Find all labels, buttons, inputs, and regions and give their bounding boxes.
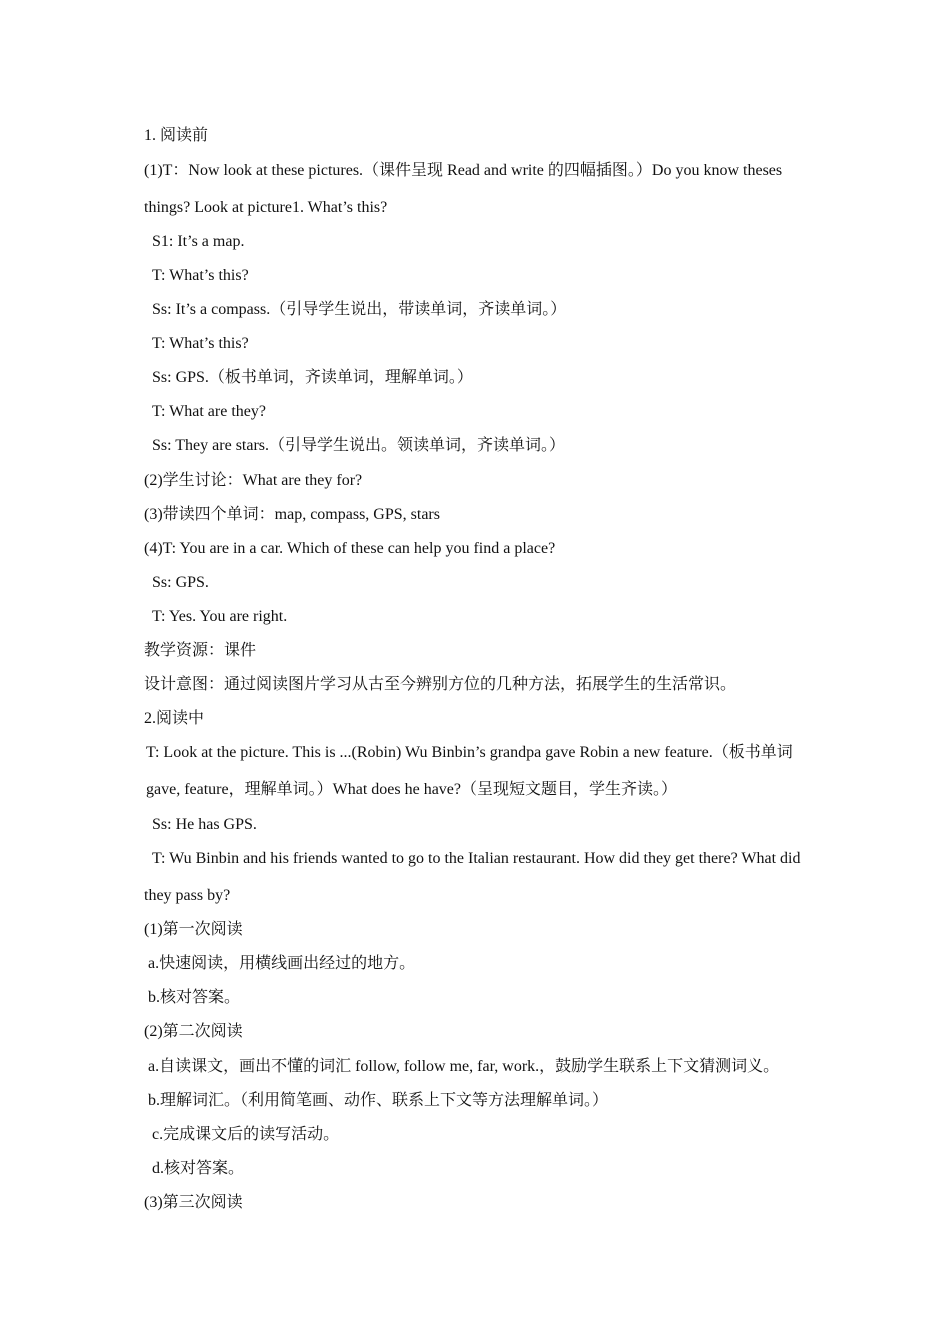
reading-substep: b.理解词汇。（利用简笔画、动作、联系上下文等方法理解单词。）: [148, 1092, 609, 1109]
section-heading-before-reading: 1. 阅读前: [144, 127, 209, 144]
paragraph-step-4: (4)T: You are in a car. Which of these can help you find a place?: [144, 540, 556, 557]
teaching-resources-line: 教学资源：课件: [144, 642, 257, 659]
dialogue-line: Ss: He has GPS.: [152, 816, 257, 833]
dialogue-line: Ss: GPS.（板书单词，齐读单词，理解单词。）: [152, 369, 473, 386]
dialogue-line: T: What’s this?: [152, 267, 249, 284]
reading-substep: a.快速阅读，用横线画出经过的地方。: [148, 955, 416, 972]
reading-substep: d.核对答案。: [152, 1160, 245, 1177]
reading-substep: a.自读课文，画出不懂的词汇 follow, follow me, far, work.，鼓励学生联系上下文猜测词义。: [148, 1058, 780, 1075]
paragraph-teacher-intro: T: Look at the picture. This is ...(Robin) Wu Binbin’s grandpa gave Robin a new feature.（板书单词 gave, feature，理解单词。）What does he have?（呈现短文题目，学生齐读。）: [146, 744, 793, 798]
section-heading-while-reading: 2.阅读中: [144, 710, 205, 727]
dialogue-line: S1: It’s a map.: [152, 233, 245, 250]
dialogue-line: Ss: GPS.: [152, 574, 209, 591]
reading-substep: b.核对答案。: [148, 989, 241, 1006]
dialogue-line: T: What are they?: [152, 403, 266, 420]
reading-substep: c.完成课文后的读写活动。: [152, 1126, 340, 1143]
dialogue-line: T: Yes. You are right.: [152, 608, 288, 625]
reading-step-heading: (3)第三次阅读: [144, 1194, 243, 1211]
dialogue-line: T: What’s this?: [152, 335, 249, 352]
dialogue-line: Ss: They are stars.（引导学生说出。领读单词，齐读单词。）: [152, 437, 566, 454]
reading-step-heading: (1)第一次阅读: [144, 921, 243, 938]
paragraph-step-1: (1)T：Now look at these pictures.（课件呈现 Read and write 的四幅插图。）Do you know theses things? Look at picture1. What’s this?: [144, 162, 783, 216]
paragraph-teacher-question: T: Wu Binbin and his friends wanted to go to the Italian restaurant. How did they get there? What did they pass by?: [144, 850, 801, 904]
paragraph-step-2: (2)学生讨论：What are they for?: [144, 472, 363, 489]
paragraph-step-3: (3)带读四个单词：map, compass, GPS, stars: [144, 506, 440, 523]
reading-step-heading: (2)第二次阅读: [144, 1023, 243, 1040]
dialogue-line: Ss: It’s a compass.（引导学生说出，带读单词，齐读单词。）: [152, 301, 567, 318]
design-intent-line: 设计意图：通过阅读图片学习从古至今辨别方位的几种方法，拓展学生的生活常识。: [144, 676, 737, 693]
